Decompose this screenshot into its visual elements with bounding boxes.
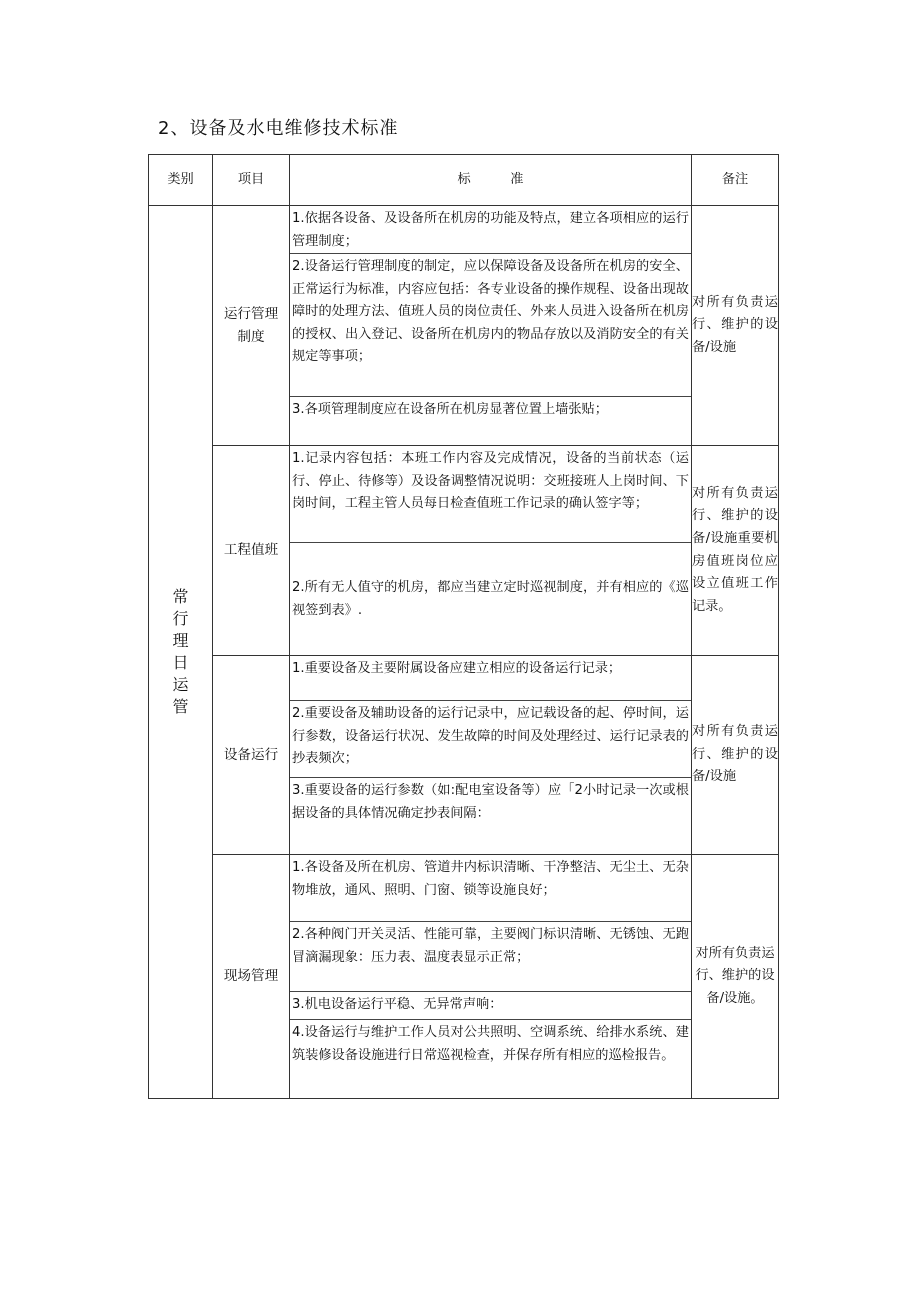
standard-item: 3.重要设备的运行参数（如:配电室设备等）应「2小时记录一次或根据设备的具体情况确定抄表间隔： (290, 777, 691, 854)
remark-text: 对所有负责运行、维护的设备/设施。 (695, 945, 775, 1006)
standard-item: 2.各种阀门开关灵活、性能可靠，主要阀门标识清晰、无锈蚀、无跑冒滴漏现象：压力表、温度表显示正常； (290, 921, 691, 991)
standards-cell (290, 206, 692, 446)
remark-cell (692, 206, 779, 446)
item-cell (213, 446, 290, 656)
table-header-row (149, 155, 779, 206)
standard-item: 1.各设备及所在机房、管道井内标识清晰、干净整洁、无尘土、无杂物堆放，通风、照明、门窗、锁等设施良好； (292, 860, 689, 898)
category-label: 常行理日运管 (172, 587, 189, 716)
standard-item: 1.依据各设备、及设备所在机房的功能及特点，建立各项相应的运行管理制度； (292, 211, 689, 249)
item-label: 运行管理制度 (223, 305, 279, 345)
maintenance-standards-table (148, 154, 779, 1099)
item-cell (213, 656, 290, 855)
remark-text: 对所有负责运行、维护的设备/设施重要机房值班岗位应设立值班工作记录。 (692, 485, 778, 614)
item-label: 设备运行 (223, 746, 279, 763)
remark-text: 对所有负责运行、维护的设备/设施 (692, 724, 778, 785)
standard-item: 2.设备运行管理制度的制定，应以保障设备及设备所在机房的安全、正常运行为标准，内容应包括：各专业设备的操作规程、设备出现故障时的处理方法、值班人员的岗位责任、外来人员进入设备所在机房的授权、出入登记、设备所在机房内的物品存放以及消防安全的有关规定等事项； (290, 253, 691, 396)
section-heading: 2、设备及水电维修技术标准 (158, 118, 399, 139)
remark-text: 对所有负责运行、维护的设备/设施 (692, 294, 778, 355)
standards-cell (290, 855, 692, 1099)
standards-cell (290, 446, 692, 656)
group-row-site-management (149, 855, 779, 1099)
standard-item: 4.设备运行与维护工作人员对公共照明、空调系统、给排水系统、建筑装修设备设施进行日常巡视检查，并保存所有相应的巡检报告。 (290, 1019, 691, 1098)
header-category: 类别 (149, 155, 213, 206)
group-row-operation-rules (149, 206, 779, 446)
header-item: 项目 (213, 155, 290, 206)
standard-item: 2.所有无人值守的机房，都应当建立定时巡视制度，并有相应的《巡视签到表》. (290, 542, 691, 655)
remark-cell (692, 656, 779, 855)
standard-item: 1.重要设备及主要附属设备应建立相应的设备运行记录； (292, 661, 622, 676)
item-cell (213, 855, 290, 1099)
standards-cell (290, 656, 692, 855)
remark-cell (692, 855, 779, 1099)
standard-item: 2.重要设备及辅助设备的运行记录中，应记载设备的起、停时间，运行参数，设备运行状况、发生故障的时间及处理经过、运行记录表的抄表频次； (290, 700, 691, 777)
standard-item: 3.各项管理制度应在设备所在机房显著位置上墙张贴； (290, 396, 691, 445)
header-standard: 标 准 (290, 155, 692, 206)
standard-item: 3.机电设备运行平稳、无异常声响： (290, 991, 691, 1019)
standard-item: 1.记录内容包括：本班工作内容及完成情况，设备的当前状态（运行、停止、待修等）及设备调整情况说明：交班接班人上岗时间、下岗时间，工程主管人员每日检查值班工作记录的确认签字等； (292, 451, 689, 512)
group-row-engineering-duty (149, 446, 779, 656)
header-remark: 备注 (692, 155, 779, 206)
remark-cell (692, 446, 779, 656)
group-row-equipment-operation (149, 656, 779, 855)
item-label: 工程值班 (223, 542, 279, 558)
item-cell (213, 206, 290, 446)
category-cell (149, 206, 213, 1099)
item-label: 现场管理 (223, 968, 279, 984)
